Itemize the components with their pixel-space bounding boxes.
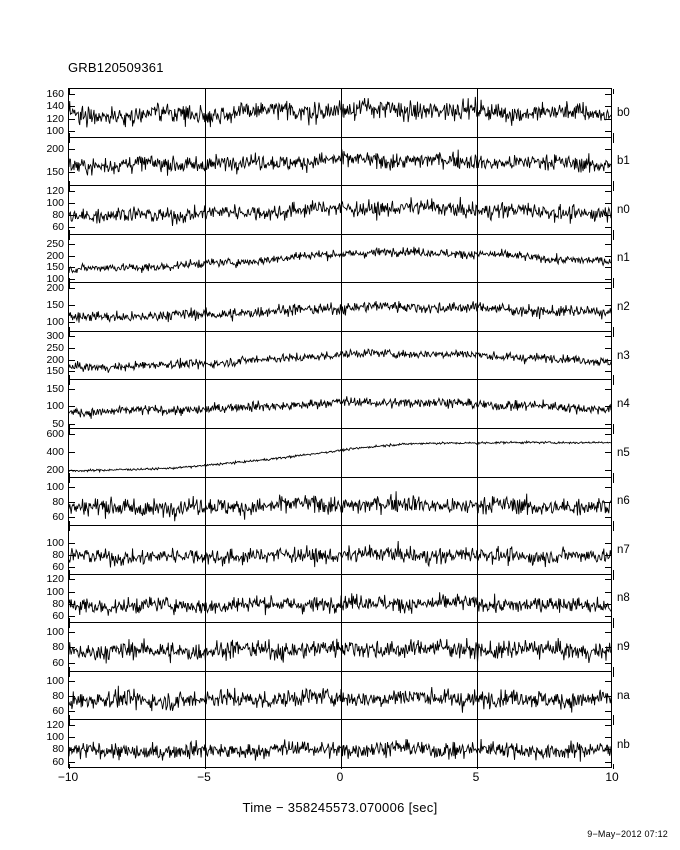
y-tick-label: 100: [46, 674, 64, 687]
x-tick-mark: [613, 526, 614, 531]
detector-label-n5: n5: [617, 446, 630, 459]
y-tick-label: 200: [46, 353, 64, 366]
y-axis-ticks-n6: [9, 478, 69, 526]
x-tick-mark: [613, 623, 614, 628]
y-tick-label: 250: [46, 342, 64, 354]
detector-label-n0: n0: [617, 203, 630, 216]
panel-n3: [46, 330, 630, 381]
panel-n8: [46, 573, 630, 624]
y-tick-label: 160: [46, 87, 64, 100]
y-axis-ticks-b0: [9, 89, 69, 137]
y-tick-label: 120: [46, 184, 64, 197]
y-tick-label: 150: [46, 383, 64, 396]
lightcurve-trace-na: [69, 672, 611, 720]
y-tick-label: 120: [46, 719, 64, 732]
y-tick-label: 60: [52, 221, 64, 234]
x-tick-mark: [613, 478, 614, 483]
y-axis-ticks-n4: [9, 380, 69, 428]
y-tick-label: 150: [46, 299, 64, 312]
x-axis-title: Time − 358245573.070006 [sec]: [242, 800, 438, 815]
detector-label-n4: n4: [617, 398, 630, 411]
detector-label-n1: n1: [617, 252, 630, 265]
detector-label-n7: n7: [617, 543, 630, 556]
y-tick-label: 200: [46, 143, 64, 156]
y-tick-label: 250: [46, 237, 64, 250]
y-tick-label: 60: [52, 656, 64, 669]
panel-n5: [46, 427, 630, 478]
y-tick-label: 100: [46, 480, 64, 493]
x-tick-label: 0: [336, 770, 344, 784]
x-tick-mark: [613, 720, 614, 725]
y-axis-ticks-b1: [9, 138, 69, 186]
y-tick-label: 60: [52, 510, 64, 523]
x-tick-mark: [613, 380, 614, 385]
y-tick-label: 140: [46, 100, 64, 113]
y-tick-label: 100: [46, 197, 64, 210]
y-tick-label: 100: [46, 731, 64, 744]
y-axis-ticks-n9: [9, 623, 69, 671]
y-tick-label: 60: [52, 561, 64, 574]
y-axis-ticks-n8: [9, 575, 69, 623]
y-tick-label: 80: [52, 641, 64, 654]
detector-label-n2: n2: [617, 301, 630, 314]
detector-label-b1: b1: [617, 155, 630, 168]
detector-label-n3: n3: [617, 349, 630, 362]
panel-nb: [46, 719, 630, 769]
y-tick-label: 50: [52, 417, 64, 430]
x-tick-mark: [613, 138, 614, 143]
lightcurve-trace-n9: [69, 623, 611, 671]
lightcurve-trace-n7: [69, 526, 611, 574]
x-tick-label: −10: [57, 770, 79, 784]
x-tick-mark: [613, 186, 614, 191]
figure-timestamp: 9−May−2012 07:12: [587, 829, 668, 839]
y-tick-label: 150: [46, 261, 64, 274]
lightcurve-trace-n4: [69, 380, 611, 428]
panel-stack: [46, 87, 630, 768]
y-tick-label: 100: [46, 125, 64, 138]
page-title: GRB120509361: [68, 60, 164, 75]
x-tick-mark: [613, 235, 614, 240]
y-tick-label: 100: [46, 315, 64, 328]
lightcurve-trace-b1: [69, 138, 611, 186]
panel-b1: [46, 138, 630, 187]
panel-n0: [46, 184, 630, 235]
y-tick-label: 600: [46, 427, 64, 440]
y-tick-label: 120: [46, 573, 64, 586]
lightcurve-trace-n6: [69, 478, 611, 526]
y-tick-label: 60: [52, 609, 64, 622]
y-tick-label: 60: [52, 705, 64, 718]
y-tick-label: 100: [46, 626, 64, 639]
y-tick-label: 80: [52, 743, 64, 756]
detector-label-n8: n8: [617, 592, 630, 605]
panel-b0: [46, 87, 630, 138]
y-tick-label: 200: [46, 282, 64, 295]
panel-na: [46, 672, 630, 721]
y-tick-label: 200: [46, 464, 64, 477]
panel-n4: [46, 380, 630, 430]
x-tick-mark: [613, 764, 614, 769]
detector-label-n9: n9: [617, 640, 630, 653]
y-axis-ticks-na: [9, 672, 69, 720]
detector-label-na: na: [617, 689, 630, 702]
lightcurve-trace-n3: [69, 332, 611, 380]
panel-n9: [46, 623, 630, 672]
y-tick-label: 80: [52, 549, 64, 562]
detector-label-nb: nb: [617, 738, 630, 751]
y-axis-ticks-nb: [9, 720, 69, 769]
detector-label-n6: n6: [617, 495, 630, 508]
lightcurve-trace-n2: [69, 283, 611, 331]
y-axis-ticks-n0: [9, 186, 69, 234]
y-tick-label: 120: [46, 112, 64, 125]
lightcurve-trace-b0: [69, 89, 611, 137]
x-tick-mark: [613, 429, 614, 434]
y-axis-ticks-n1: [9, 235, 69, 283]
y-tick-label: 100: [46, 400, 64, 413]
lightcurve-trace-n5: [69, 429, 611, 477]
x-tick-mark: [613, 283, 614, 288]
lightcurve-trace-nb: [69, 720, 611, 769]
y-axis-ticks-n2: [9, 283, 69, 331]
y-tick-label: 200: [46, 249, 64, 262]
y-tick-label: 80: [52, 690, 64, 703]
x-tick-mark: [613, 89, 614, 94]
x-tick-label: −5: [197, 770, 211, 784]
x-tick-mark: [613, 672, 614, 677]
y-tick-label: 300: [46, 330, 64, 343]
y-tick-label: 150: [46, 365, 64, 378]
y-tick-label: 100: [46, 272, 64, 285]
panel-n1: [46, 235, 630, 285]
y-axis-ticks-n7: [9, 526, 69, 574]
y-tick-label: 150: [46, 166, 64, 179]
x-tick-label: 10: [605, 770, 619, 784]
x-tick-mark: [613, 575, 614, 580]
y-tick-label: 80: [52, 597, 64, 610]
y-axis-ticks-n3: [9, 332, 69, 380]
y-axis-ticks-n5: [9, 429, 69, 477]
x-tick-mark: [613, 332, 614, 337]
y-tick-label: 80: [52, 209, 64, 222]
detector-label-b0: b0: [617, 106, 630, 119]
lightcurve-trace-n0: [69, 186, 611, 234]
lightcurve-trace-n8: [69, 575, 611, 623]
x-axis-tick-labels: [57, 770, 619, 786]
y-tick-label: 100: [46, 585, 64, 598]
y-tick-label: 400: [46, 445, 64, 458]
lightcurve-trace-n1: [69, 235, 611, 283]
panel-n7: [46, 526, 630, 575]
panel-n2: [46, 282, 630, 332]
y-tick-label: 80: [52, 495, 64, 508]
y-tick-label: 60: [52, 755, 64, 768]
y-tick-label: 100: [46, 537, 64, 550]
panel-n6: [46, 478, 630, 527]
x-tick-label: 5: [472, 770, 480, 784]
